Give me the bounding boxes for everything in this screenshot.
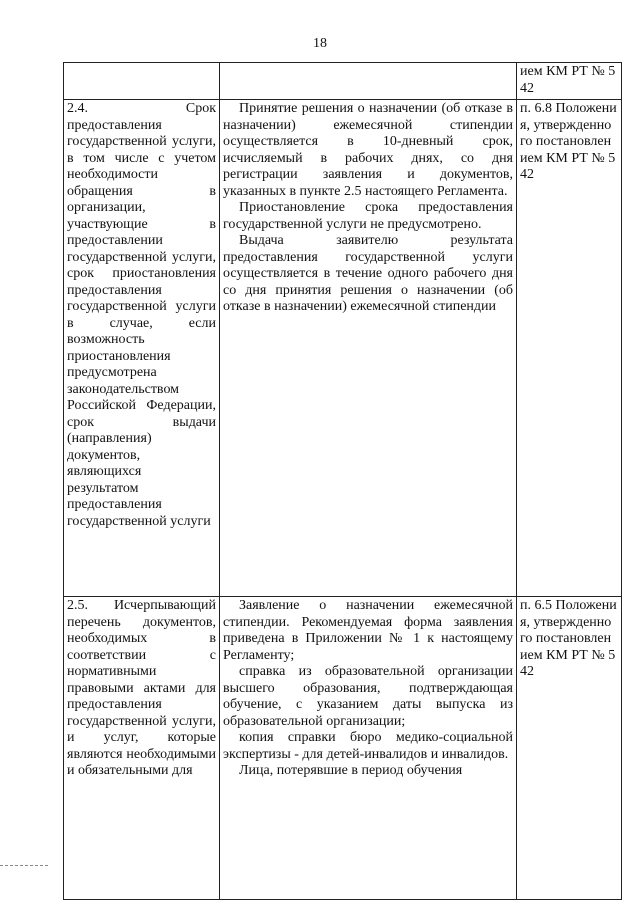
- table-row: [64, 597, 622, 900]
- regulation-table: [63, 62, 622, 900]
- row-3-section: 2.5. Исчерпывающий перечень документов, необходимых в соответствии с нормативными правовыми актами для предоставления государственной услуги, и услуг, которые являются необходимыми и обязательными для: [64, 597, 220, 900]
- paragraph: Лица, потерявшие в период обучения: [239, 763, 463, 778]
- paragraph: Выдача заявителю результата предоставления государственной услуги осуществляется в течение одного рабочего дня со дня принятия решения о назначении (об отказе в назначении) ежемесячной стипендии: [223, 233, 513, 314]
- row-1-section: [64, 63, 220, 100]
- paragraph: справка из образовательной организации высшего образования, подтверждающая обучение, с указанием даты выпуска из образовательной организации;: [223, 664, 513, 729]
- paragraph: Заявление о назначении ежемесячной стипендии. Рекомендуемая форма заявления приведена в Приложении № 1 к настоящему Регламенту;: [223, 598, 513, 663]
- table-row: [64, 100, 622, 597]
- table-row: [64, 63, 622, 100]
- paragraph: копия справки бюро медико-социальной экспертизы - для детей-инвалидов и инвалидов.: [223, 730, 513, 762]
- paragraph: Приостановление срока предоставления государственной услуги не предусмотрено.: [223, 200, 513, 232]
- row-2-content: [220, 100, 517, 597]
- row-2-section: 2.4. Срок предоставления государственной услуги, в том числе с учетом необходимости обращения в организации, участвующие в предоставлении государственной услуги, срок приостановления предоставления государственной услуги в случае, если возможность приостановления предусмотрена законодательством Российской Федерации, срок выдачи (направления) документов, являющихся результатом предоставления государственной услуги: [64, 100, 220, 597]
- row-2-reference: п. 6.8 Положения, утвержденно го постановлен ием КМ РТ № 542: [517, 100, 622, 597]
- row-3-reference: п. 6.5 Положения, утвержденно го постановлен ием КМ РТ № 542: [517, 597, 622, 900]
- scan-artifact: [0, 865, 48, 868]
- page-number: 18: [313, 36, 327, 51]
- paragraph: Принятие решения о назначении (об отказе в назначении) ежемесячной стипендии осуществляется в 10-дневный срок, исчисляемый в рабочих днях, со дня регистрации заявления и документов, указанных в пункте 2.5 настоящего Регламента.: [223, 101, 513, 199]
- row-3-content: [220, 597, 517, 900]
- row-1-reference: ием КМ РТ № 542: [517, 63, 622, 100]
- row-1-content: [220, 63, 517, 100]
